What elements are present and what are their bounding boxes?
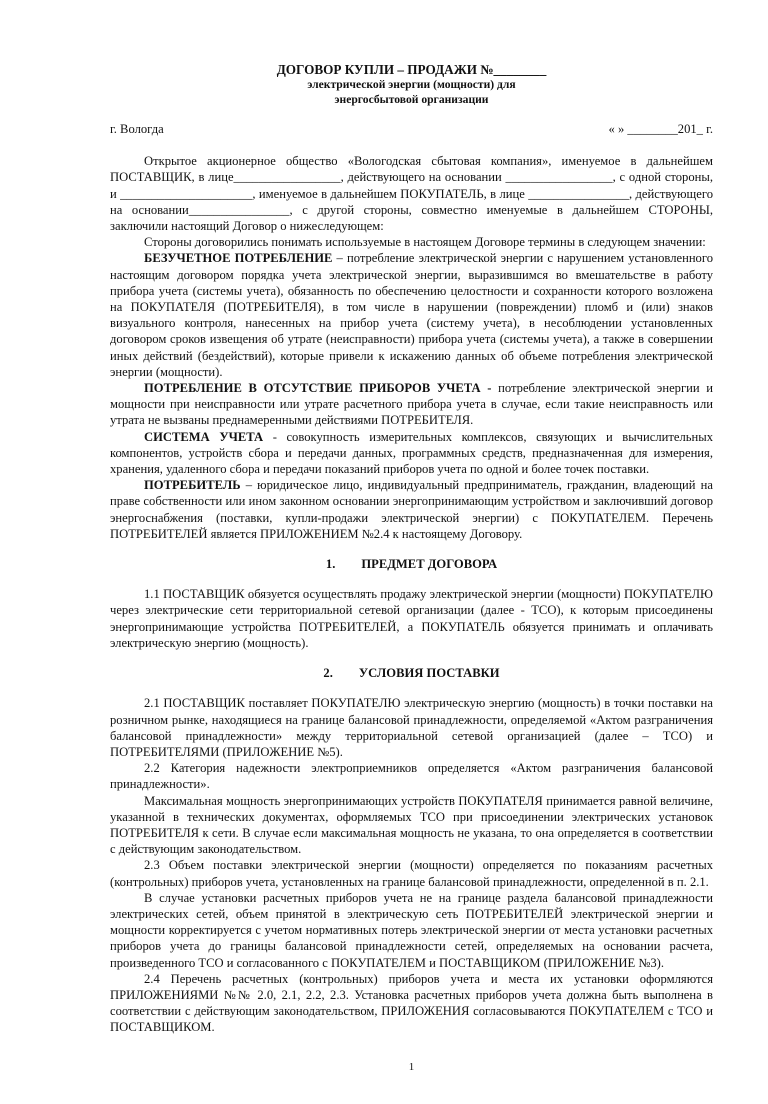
document-title: ДОГОВОР КУПЛИ – ПРОДАЖИ №________: [276, 62, 547, 77]
clause-paragraph: Максимальная мощность энергопринимающих устройств ПОКУПАТЕЛЯ принимается равной величине, указанной в технических документах, оформляемых ТСО при присоединении электрических установок ПОТРЕБИТЕЛЯ к сети. В случае если максимальная мощность не указана, то она определяется в соответствии с действующим законодательством.: [110, 793, 713, 857]
page-number: 1: [408, 1060, 415, 1073]
section-heading: [110, 665, 713, 681]
clause-paragraph: 1.1 ПОСТАВЩИК обязуется осуществлять продажу электрической энергии (мощности) ПОКУПАТЕЛЮ через электрические сети территориальной сетевой организации (далее - ТСО), к которым присоединены энергопринимающие устройства ПОТРЕБИТЕЛЕЙ, а ПОКУПАТЕЛЬ обязуется принимать и оплачивать электрическую энергию (мощность).: [110, 587, 713, 650]
city: г. Вологда: [110, 122, 164, 136]
clause-paragraph: В случае установки расчетных приборов учета не на границе раздела балансовой принадлежности электрических сетей, объем принятой в электрическую сеть ПОТРЕБИТЕЛЕЙ электрической энергии и мощности корректируется с учетом нормативных потерь электрической энергии от места установки расчетных приборов учета до границы балансовой принадлежности сетей, определяемых на основании расчета, произведенного ТСО и согласованного с ПОКУПАТЕЛЕМ и ПОСТАВЩИКОМ (ПРИЛОЖЕНИЕ №3).: [110, 890, 713, 970]
preamble-paragraph: [110, 153, 713, 234]
document-subtitle: энергосбытовой организации: [334, 92, 489, 106]
clause-paragraph: 2.2 Категория надежности электроприемников определяется «Актом разграничения балансовой принадлежности».: [110, 761, 713, 792]
section-title: ПРЕДМЕТ ДОГОВОРА: [361, 557, 498, 572]
section-number: 2.: [323, 666, 333, 681]
paragraph-text: Открытое акционерное общество «Вологодская сбытовая компания», именуемое в дальнейшем ПОСТАВЩИК, в лице_________________, действующего на основании _________________, с одной стороны, и _____________________, именуемое в дальнейшем ПОКУПАТЕЛЬ, в лице ________________, действующего на основании________________, с другой стороны, совместно именуемые в дальнейшем СТОРОНЫ, заключили настоящий Договор о нижеследующем:: [110, 154, 713, 234]
date: « » ________201_ г.: [608, 122, 713, 136]
document-subtitle: электрической энергии (мощности) для: [307, 78, 516, 91]
definition-text: – потребление электрической энергии с нарушением установленного настоящим договором порядка учета электрической энергии, выразившимся во вмешательстве в работу прибора учета (системы учета), обязанность по обеспечению целостности и сохранности которого возложена на ПОКУПАТЕЛЯ (ПОТРЕБИТЕЛЯ), в том числе в нарушении (повреждении) пломб и (или) знаков визуального контроля, нанесенных на прибор учета (систему учета), в несоблюдении установленных договором сроков извещения об утрате (неисправности) прибора учета (системы учета), а также в совершении иных действий (бездействий), которые привели к искажению данных об объеме потребления электрической энергии (мощности).: [110, 251, 713, 379]
section-title: УСЛОВИЯ ПОСТАВКИ: [358, 666, 500, 681]
definition-paragraph: [110, 429, 713, 478]
definition-paragraph: [110, 380, 713, 429]
place-date-row: [110, 121, 713, 137]
document-page: [110, 0, 713, 1104]
clause-paragraph: 2.3 Объем поставки электрической энергии (мощности) определяется по показаниям расчетных (контрольных) приборов учета, установленных на границе балансовой принадлежности, определенной в п. 2.1.: [110, 858, 713, 889]
section-heading: [110, 556, 713, 572]
preamble-paragraph: [110, 234, 713, 250]
definition-term: ПОТРЕБЛЕНИЕ В ОТСУТСТВИЕ ПРИБОРОВ УЧЕТА -: [144, 381, 492, 396]
definition-text: – юридическое лицо, индивидуальный предприниматель, гражданин, владеющий на праве собственности или ином законном основании энергопринимающим устройством и заключивший договор энергоснабжения (поставки, купли-продажи электрической энергии) с ПОКУПАТЕЛЕМ. Перечень ПОТРЕБИТЕЛЕЙ является ПРИЛОЖЕНИЕМ №2.4 к настоящему Договору.: [110, 478, 713, 541]
definition-paragraph: [110, 477, 713, 542]
section-number: 1.: [325, 557, 336, 572]
definition-term: СИСТЕМА УЧЕТА: [144, 429, 264, 444]
definition-term: БЕЗУЧЕТНОЕ ПОТРЕБЛЕНИЕ: [144, 251, 333, 266]
definition-text: потребление электрической энергии и мощности при неисправности или утрате расчетного прибора учета в случае, если такие неисправность или утрата не вызваны преднамеренными действиями ПОТРЕБИТЕЛЯ.: [110, 381, 713, 428]
clause-paragraph: 2.4 Перечень расчетных (контрольных) приборов учета и места их установки оформляются ПРИЛОЖЕНИЯМИ №№ 2.0, 2.1, 2.2, 2.3. Установка расчетных приборов учета должна быть выполнена в соответствии с действующим законодательством, ПРИЛОЖЕНИЯ согласовываются ПОКУПАТЕЛЕМ с ТСО и ПОСТАВЩИКОМ.: [110, 971, 713, 1035]
definition-term: ПОТРЕБИТЕЛЬ: [144, 478, 241, 493]
definition-text: - совокупность измерительных комплексов, связующих и вычислительных компонентов, устройств сбора и передачи данных, программных средств, предназначенная для измерения, хранения, удаленного сбора и передачи показаний приборов учета по одной и более точек поставки.: [110, 429, 713, 477]
definition-paragraph: [110, 250, 713, 380]
clause-paragraph: 2.1 ПОСТАВЩИК поставляет ПОКУПАТЕЛЮ электрическую энергию (мощность) в точки поставки на розничном рынке, находящиеся на границе балансовой принадлежности, определяемой «Актом разграничения балансовой принадлежности» между территориальной сетевой организацией (далее – ТСО) и ПОТРЕБИТЕЛЯМИ (ПРИЛОЖЕНИЕ №5).: [110, 696, 713, 759]
paragraph-text: Стороны договорились понимать используемые в настоящем Договоре термины в следующем значении:: [144, 235, 706, 250]
